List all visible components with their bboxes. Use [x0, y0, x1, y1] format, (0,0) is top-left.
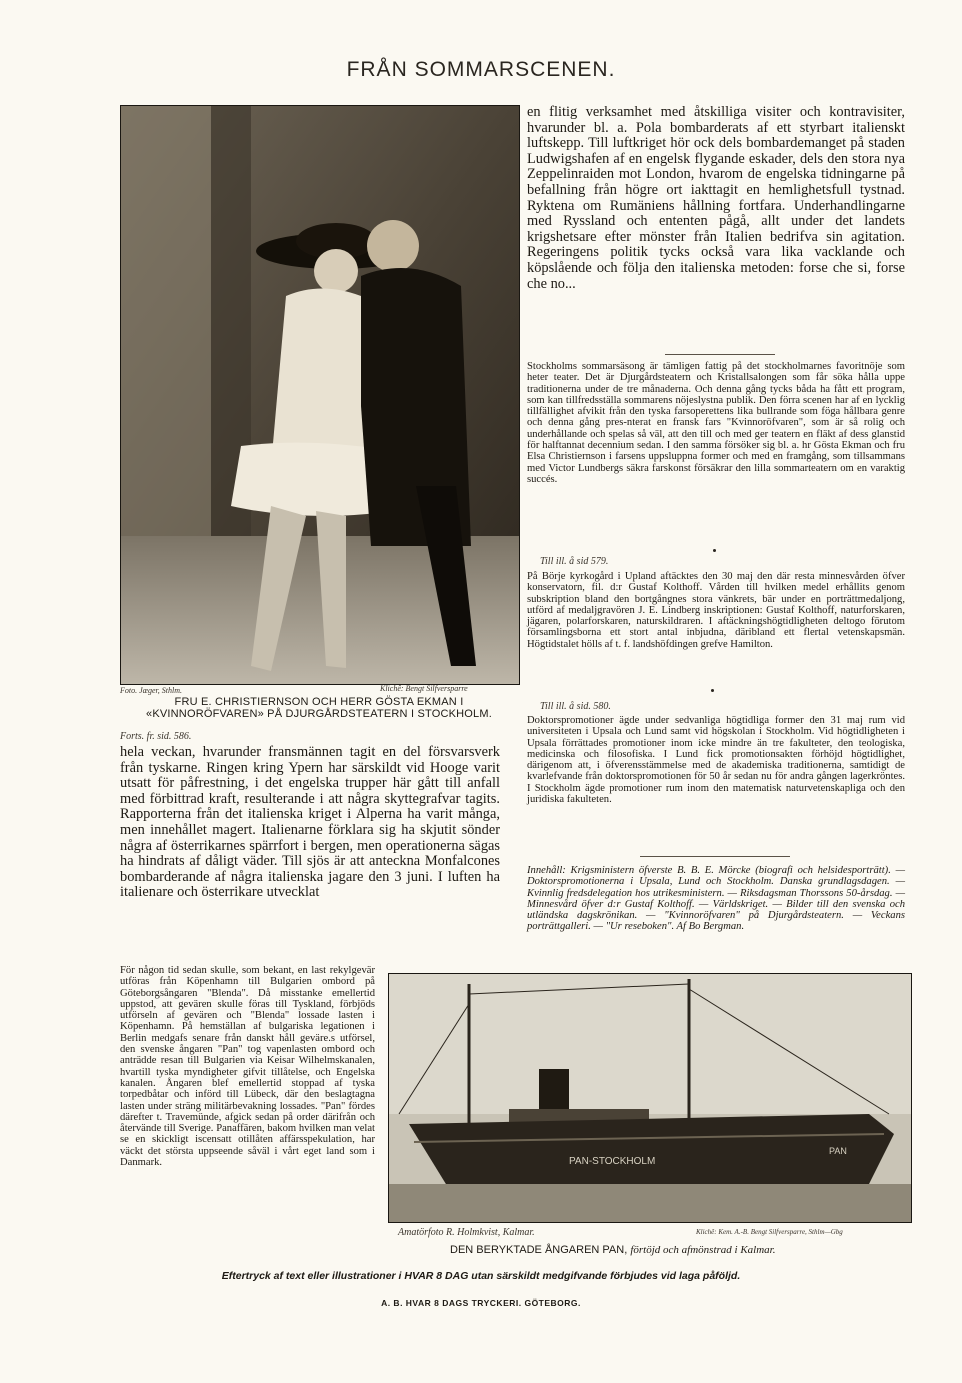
ship-caption-italic: förtöjd och afmönstrad i Kalmar. [630, 1244, 776, 1256]
photo-credit-right: Klichê: Bengt Silfversparre [380, 684, 468, 693]
right-column-intro: en flitig verksamhet med åtskilliga visiter och kontravisiter, hvarunder bl. a. Pola bombarderats af ett styrbart italienskt luftskepp. Till luftkriget hör ock dels bombardemanget på staden Ludwigshafen af en engelsk flygande eskader, dels den stora nya Zeppelinraiden mot London, hvarom de engelska tidningarne på befallning från högre ort iakttagit en hemlighetsfull tystnad. Ryktena om Rumäniens hållning fortfara. Underhandlingarne med Ryssland och ententen pågå, allt under det landets krigshetsare efter mönster från Italien bedrifva sin agitation. Regeringens politik tycks också vara lika vacklande och köpslående och följa den italienska metoden: forse che si, forse che no... [527, 104, 905, 292]
printer-line: A. B. HVAR 8 DAGS TRYCKERI. GÖTEBORG. [381, 1298, 581, 1308]
ship-cliche-credit: Klichê: Kem. A.-B. Bengt Silfversparre, Sthlm—Gbg [696, 1228, 843, 1236]
divider [665, 354, 775, 355]
ship-hull-name: PAN-STOCKHOLM [569, 1156, 656, 1167]
theatre-photo [120, 105, 520, 685]
theatre-photo-image [121, 106, 519, 684]
continued-reference: Forts. fr. sid. 586. [120, 731, 192, 742]
ship-photo-image [389, 974, 911, 1222]
ship-caption-main: DEN BERYKTADE ÅNGAREN PAN, [450, 1244, 628, 1256]
illustration-reference-579: Till ill. å sid 579. [540, 556, 609, 567]
illustration-reference-580: Till ill. å sid. 580. [540, 701, 611, 712]
ship-photo-credit: Amatörfoto R. Holmkvist, Kalmar. [398, 1227, 535, 1238]
ship-photo [388, 973, 912, 1223]
separator-dot [711, 689, 714, 692]
photo-credit-left: Foto. Jæger, Sthlm. [120, 686, 182, 695]
ship-story-text: För någon tid sedan skulle, som bekant, en last rekylgevär utföras från Köpenhamn till Bulgarien ombord på Göteborgsångaren "Blenda". Då misstanke emellertid uppstod, att gevären skulle föras till Tyskland, förbjöds utförseln af gevären och "Blenda" lossade lasten i Köpenhamn. På hemställan af bulgariska legationen i Berlin medgafs senare från danskt håll geväre.s utförsel, den svenske ångaren "Pan" tog vapenlasten ombord och anträdde resan till Bulgarien via Keisar Wilhelmskanalen, hvartill tyska myndigheter gifvit tillåtelse, och Engelska kanalen. Ångaren blef emellertid stoppad af tyska torpedbåtar och införd till Lübeck, där den beslagtagna lasten under sträng militärbevakning lossades. "Pan" fördes därefter t. Travemünde, afgick sedan på order därifrån och återvände till Sverige. Panaffären, bakom hvilken man velat se en skickligt iscensatt otillåten affärsspekulation, har väckt det största uppseende såväl i vårt eget land som i Danmark. [120, 965, 375, 1169]
kolthoff-article: På Börje kyrkogård i Upland aftäcktes den 30 maj den där resta minnesvården öfver konservatorn, fil. d:r Gustaf Kolthoff. Vården till hvilken medel erhållits genom subskription bland den bortgångnes stora vänkrets, bär under en porträttmedaljong, utförd af medaljgravören J. E. Lindberg inskriptionen: Gustaf Kolthoff, naturforskaren, jägaren, polarforskaren, naturskildraren. I aftäckningshögtidligheten deltogo förutom församlingsborna ett stort antal inbjudna, däribland ett flertal vetenskapsmän. Högtidstalet hölls af t. f. landshöfdingen grefve Hamilton. [527, 571, 905, 650]
separator-dot [713, 549, 716, 552]
doctors-article: Doktorspromotioner ägde under sedvanliga högtidliga former den 31 maj rum vid universiteten i Upsala och Lund samt vid högskolan i Stockholm. Vid högtidligheten i Upsala förrättades promotioner inom icke mindre än tre fakulteter, den teologiska, medicinska och filosofiska. I Lund fick promotionsakten förhöjd högtidlighet, därigenom att, i öfverensstämmelse med de akademiska traditionerna, samtidigt de kvarlefvande från doktorspromotionen för 50 år sedan nu för andra gången lagerkröntes. I Stockholm ägde promotioner rum inom den matematisk naturvetenskapliga och den juridiska fakulteten. [527, 715, 905, 806]
page-title: FRÅN SOMMARSCENEN. [346, 58, 616, 81]
contents-summary: Innehåll: Krigsministern öfverste B. B. E. Mörcke (biografi och helsidesporträtt). — Doktorspromotionerna i Upsala, Lund och Stockholm. Danska grundlagsdagen. — Kvinnlig fredsdelegation hos utrikesministern. — Riksdagsman Thorssons 50-årsdag. — Minnesvård öfver d:r Gustaf Kolthoff. — Världskriget. — Bilder till den svenska och utländska dagskrönikan. — "Kvinnoröfvaren" på Djurgårdsteatern. — Veckans porträttgalleri. — "Ur reseboken". Af Bo Bergman. [527, 865, 905, 933]
ship-bow-name: PAN [829, 1146, 847, 1156]
left-column-text: hela veckan, hvarunder fransmännen tagit en del försvarsverk från tyskarne. Ringen kring Ypern har särskildt vid Hooge varit utsatt för påfrestning, i det engelska trupper här gått till anfall med förbittrad kraft, resulterande i att några skyttegrafvar tagits. Rapporterna från det italienska kriget i Alperna ha varit många, men innehållet magert. Italienarne förklara sig ha skjutit sönder några af österrikarnes spärrfort i bergen, men operationerna sägas ha hindrats af dåligt väder. Till sjös är att anteckna Monfalcones bombarderande af några italienska jagare den 3 juni. I luften ha italienare och österrikare utvecklat [120, 744, 500, 901]
divider [640, 856, 790, 857]
photo-caption: FRU E. CHRISTIERNSON OCH HERR GÖSTA EKMAN I «KVINNORÖFVAREN» PÅ DJURGÅRDSTEATERN I STOCKHOLM. [146, 696, 492, 720]
theatre-article: Stockholms sommarsäsong är tämligen fattig på det stockholmarnes favoritnöje som heter teater. Det är Djurgårdsteatern och Kristallsalongen som får söka hålla uppe traditionerna under de tre månaderna. Och denna gång tycks båda ha fått ett program, som kan tillfredsställa sommarens nöjeslystna publik. Den förra scenen har af en lycklig tillfällighet afvikit från den tyska farsoperettens lika bullrande som föga hållbara genre och denna gång pres-nterat en fransk fars "Kvinnoröfvaren", som är så rolig och underhållande och spelas så väl, att den till och med ger teatern en fläkt af dess glanstid för halftannat decennium sedan. I den samma försöker sig bl. a. hr Gösta Ekman och fru Elsa Christiernson i farsens uppsluppna former och med en framgång, som tillsammans med Victor Lundbergs säkra farskonst försäkrar den lilla sommarteatern om en varaktig succés. [527, 361, 905, 485]
ship-photo-caption [450, 1244, 775, 1256]
copyright-notice: Eftertryck af text eller illustrationer i HVAR 8 DAG utan särskildt medgifvande förbjudes vid laga påföljd. [221, 1270, 741, 1282]
